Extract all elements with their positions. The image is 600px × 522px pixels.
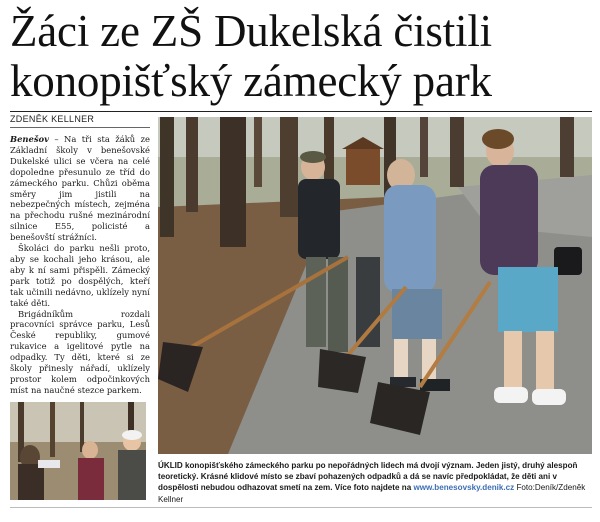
caption-lead: ÚKLID (158, 461, 183, 470)
headline-line-2: konopišťský zámecký park (10, 56, 492, 106)
headline-line-1: Žáci ze ZŠ Dukelská čistili (10, 6, 492, 56)
photo-caption (158, 460, 592, 505)
byline-rule (10, 127, 150, 128)
headline (10, 6, 592, 106)
caption-text: konopišťského zámeckého parku po nepořádných lidech má dvojí význam. Jeden jistý, druhý alespoň teoretický. Krásné klidové místo se zbaví pohazených odpadků a dá se navíc předpokládat, že děti ani v dospělosti nebudou odhazovat smetí na zem. Více foto najdete na (158, 461, 578, 493)
website-link[interactable]: www.benesovsky.denik.cz (413, 483, 515, 493)
small-photo-image (10, 402, 146, 500)
main-photo-image (158, 117, 592, 454)
bottom-rule (10, 507, 592, 508)
dateline-place: Benešov (10, 134, 49, 144)
paragraph-3: Brigádníkům rozdali pracovníci správce parku, Lesů České republiky, gumové rukavice a igelitové pytle na odpadky. Ty děti, které si ze školy přinesly nářadí, uklízely prostor kolem odpočinkových míst na naučné stezce parkem. (10, 308, 150, 395)
top-rule (10, 111, 592, 112)
small-photo (10, 402, 146, 500)
paragraph-1-text: – Na tři sta žáků ze Základní školy v benešovské Dukelské ulici se včera na celé dopoledne přesunulo ze tříd do zámeckého parku. Chůzi oběma směry jim jistili na nebezpečných místech, zejména na přechodu rušné mezinárodní silnice E55, policisté a benešovští strážníci. (10, 134, 150, 243)
paragraph-1 (10, 134, 150, 243)
main-photo (158, 117, 592, 454)
paragraph-2: Školáci do parku nešli proto, aby se kochali jeho krásou, ale aby k ní sami přispěli. Zámecký park totiž po dospělých, kteří tak učinili nedávno, uklízely nyní také děti. (10, 243, 150, 308)
article-body (10, 134, 150, 396)
byline: ZDENĚK KELLNER (10, 114, 95, 124)
photo-credit: Foto:Deník/Zdeněk Kellner (158, 483, 586, 504)
